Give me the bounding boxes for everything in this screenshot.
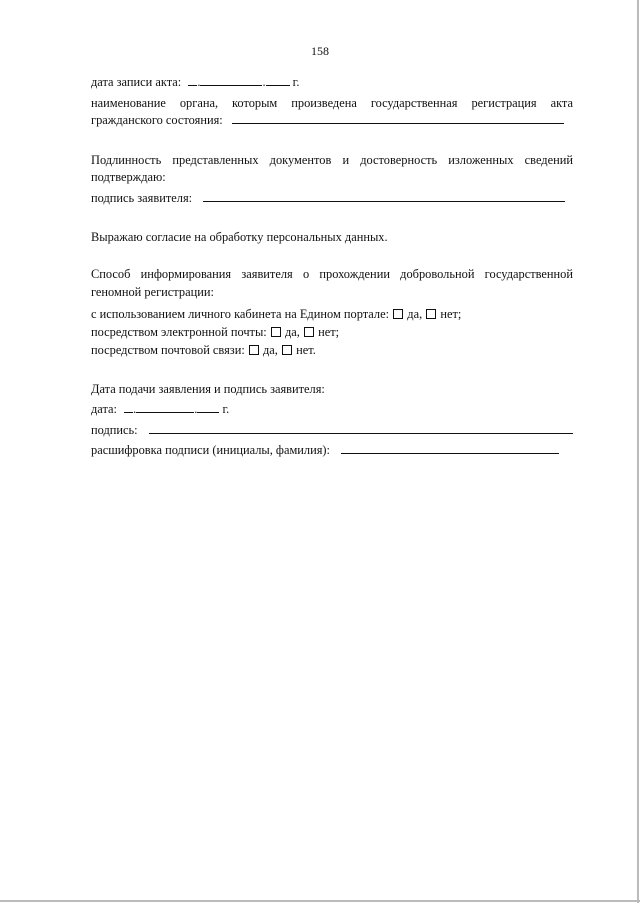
- submission-date-month-field[interactable]: [136, 401, 194, 413]
- confirmation-line1: Подлинность представленных документов и достоверность изложенных сведений: [91, 153, 573, 167]
- option-email-label: посредством электронной почты:: [91, 325, 267, 339]
- organ-field[interactable]: [232, 112, 564, 124]
- applicant-signature-label: подпись заявителя:: [91, 191, 193, 205]
- organ-label-line1: наименование органа, которым произведена государственная регистрация акта: [91, 96, 573, 110]
- organ-label-line2: гражданского состояния:: [91, 113, 223, 127]
- submission-date-day-field[interactable]: [124, 401, 133, 413]
- signature-decode-field[interactable]: [341, 442, 559, 454]
- submission-date-label: дата:: [91, 402, 117, 416]
- applicant-signature-row: [91, 190, 565, 206]
- signature-decode-label: расшифровка подписи (инициалы, фамилия):: [91, 443, 331, 457]
- option-post-yes-label: да,: [263, 343, 278, 357]
- option-email-yes-checkbox[interactable]: [271, 327, 281, 337]
- notification-option-post: [91, 343, 316, 358]
- option-portal-yes-label: да,: [407, 307, 423, 321]
- option-email-yes-label: да,: [284, 325, 300, 339]
- submission-signature-row: [91, 422, 573, 438]
- option-portal-no-label: нет;: [440, 307, 462, 321]
- option-post-yes-checkbox[interactable]: [249, 345, 259, 355]
- submission-signature-field[interactable]: [149, 422, 573, 434]
- option-portal-no-checkbox[interactable]: [426, 309, 436, 319]
- consent-text: Выражаю согласие на обработку персональных данных.: [91, 230, 388, 244]
- act-date-year-suffix: г.: [292, 75, 300, 89]
- notification-line2: геномной регистрации:: [91, 285, 214, 299]
- page-number: 158: [311, 44, 329, 58]
- submission-heading: Дата подачи заявления и подпись заявителя:: [91, 382, 325, 396]
- notification-option-email: [91, 325, 339, 340]
- signature-decode-row: [91, 442, 559, 458]
- act-date-row: дата записи акта: . . г.: [91, 75, 300, 89]
- submission-date-year-suffix: г.: [222, 402, 230, 416]
- submission-signature-label: подпись:: [91, 423, 138, 437]
- submission-date-year-field[interactable]: [197, 401, 219, 413]
- act-date-year-field[interactable]: [266, 74, 290, 86]
- option-post-no-checkbox[interactable]: [282, 345, 292, 355]
- act-date-month-field[interactable]: [200, 74, 262, 86]
- notification-option-portal: [91, 307, 461, 322]
- notification-line1: Способ информирования заявителя о прохождении добровольной государственной: [91, 267, 573, 281]
- confirmation-line2: подтверждаю:: [91, 170, 166, 184]
- act-date-day-field[interactable]: [188, 74, 197, 86]
- act-date-label: дата записи акта:: [91, 75, 182, 89]
- option-post-label: посредством почтовой связи:: [91, 343, 245, 357]
- option-email-no-checkbox[interactable]: [304, 327, 314, 337]
- option-post-no-label: нет.: [296, 343, 316, 357]
- option-portal-label: с использованием личного кабинета на Едином портале:: [91, 307, 390, 321]
- page-edge-right: [637, 0, 639, 903]
- submission-date-row: дата: . . г.: [91, 402, 230, 416]
- option-portal-yes-checkbox[interactable]: [393, 309, 403, 319]
- option-email-no-label: нет;: [318, 325, 340, 339]
- applicant-signature-field[interactable]: [203, 190, 565, 202]
- page-edge-bottom: [0, 900, 640, 902]
- organ-row: [91, 112, 564, 128]
